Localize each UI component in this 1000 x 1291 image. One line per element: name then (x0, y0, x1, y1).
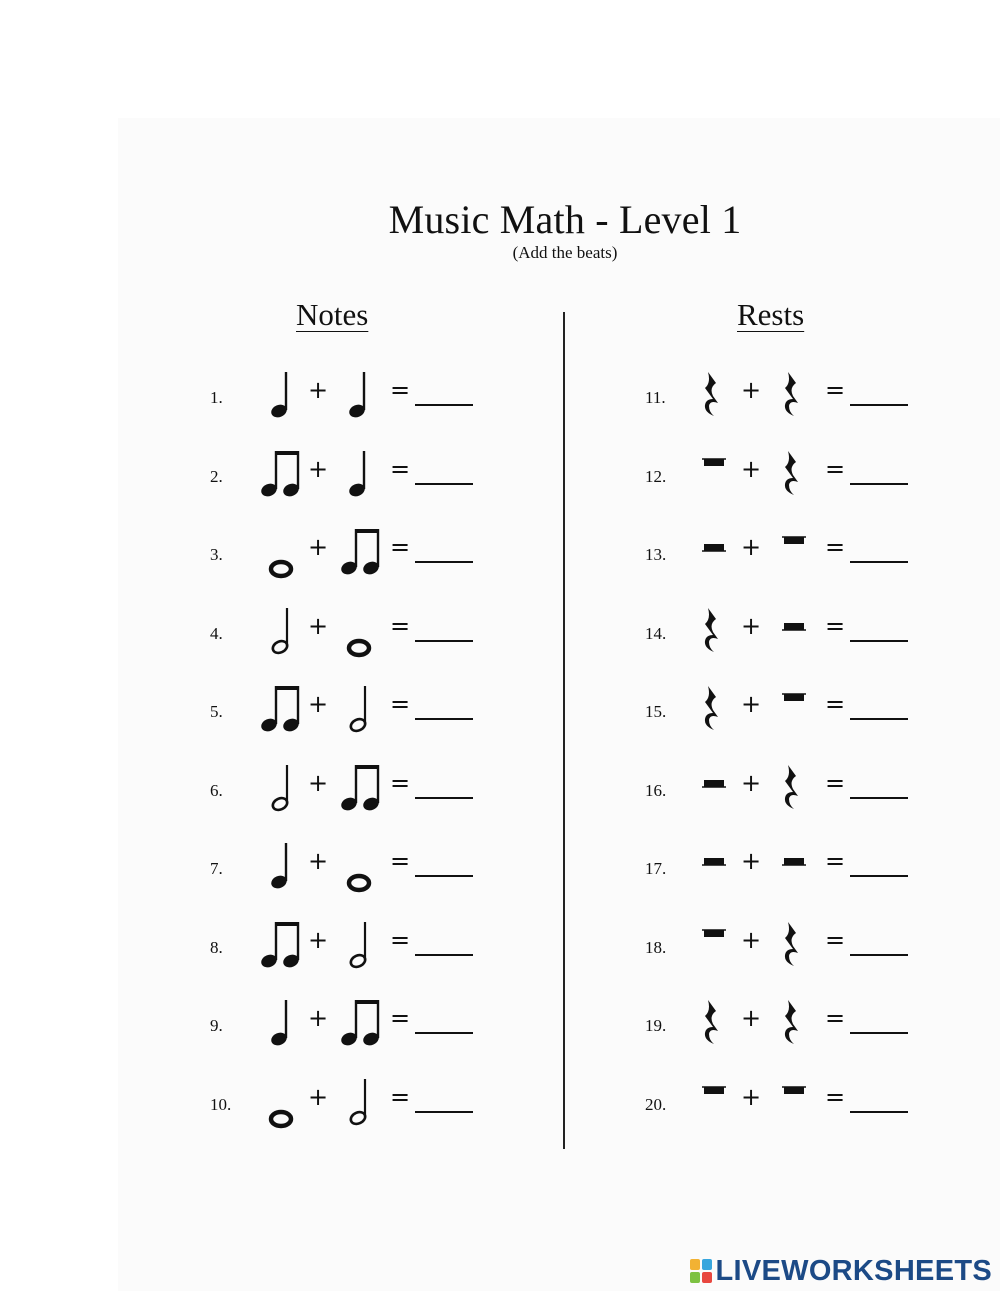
quarter-rest-icon (779, 366, 805, 431)
half-rest-icon (699, 523, 729, 588)
plus-sign: + (741, 611, 762, 640)
plus-sign: + (741, 1004, 762, 1032)
problem-row (210, 994, 510, 1054)
problem-row (210, 445, 510, 505)
equals-sign: = (825, 611, 846, 640)
answer-blank[interactable] (850, 797, 908, 799)
problem-row (210, 916, 510, 976)
answer-blank[interactable] (850, 561, 908, 563)
answer-blank[interactable] (850, 954, 908, 956)
problem-row (645, 759, 945, 819)
problem-number: 1. (210, 388, 223, 407)
answer-blank[interactable] (415, 797, 473, 799)
problem-number: 18. (645, 937, 667, 957)
whole-rest-icon (699, 445, 729, 510)
eighth-pair-icon (256, 680, 306, 745)
whole-rest-icon (779, 1073, 809, 1138)
equals-sign: = (390, 847, 411, 875)
eighth-pair-icon (336, 994, 386, 1059)
brand-name: LIVEWORKSHEETS (715, 1254, 992, 1287)
quarter-rest-icon (779, 916, 805, 981)
quarter-rest-icon (699, 680, 725, 745)
equals-sign: = (825, 690, 846, 718)
answer-blank[interactable] (415, 483, 473, 485)
answer-blank[interactable] (850, 404, 908, 406)
whole-icon (344, 837, 374, 902)
quarter-icon (266, 366, 296, 431)
half-icon (266, 759, 296, 824)
half-icon (344, 916, 374, 981)
problem-number: 14. (645, 623, 667, 643)
equals-sign: = (825, 1004, 846, 1032)
plus-sign: + (308, 611, 329, 640)
page-title: Music Math - Level 1 (388, 197, 742, 242)
equals-sign: = (825, 1082, 846, 1111)
answer-blank[interactable] (850, 718, 908, 720)
problem-row (645, 523, 945, 583)
eighth-pair-icon (336, 759, 386, 824)
equals-sign: = (390, 925, 411, 954)
problem-number: 19. (645, 1016, 667, 1035)
equals-sign: = (390, 454, 411, 483)
plus-sign: + (741, 533, 762, 561)
answer-blank[interactable] (850, 1111, 908, 1113)
quarter-rest-icon (699, 994, 725, 1059)
answer-blank[interactable] (415, 954, 473, 956)
answer-blank[interactable] (850, 875, 908, 877)
problem-number: 10. (210, 1094, 232, 1114)
plus-sign: + (741, 925, 762, 954)
problem-row (645, 994, 945, 1054)
problem-number: 9. (210, 1016, 223, 1035)
answer-blank[interactable] (415, 404, 473, 406)
problem-number: 8. (210, 937, 223, 957)
answer-blank[interactable] (850, 1032, 908, 1034)
plus-sign: + (308, 1004, 329, 1032)
equals-sign: = (825, 533, 846, 561)
plus-sign: + (308, 454, 329, 483)
problem-number: 15. (645, 702, 667, 721)
half-rest-icon (699, 759, 729, 824)
whole-icon (344, 602, 374, 667)
problem-row (210, 759, 510, 819)
problem-row (645, 366, 945, 426)
equals-sign: = (390, 533, 411, 561)
eighth-pair-icon (256, 916, 306, 981)
half-rest-icon (779, 602, 809, 667)
problem-number: 6. (210, 780, 223, 800)
problem-number: 13. (645, 545, 667, 564)
equals-sign: = (390, 1004, 411, 1032)
problem-row (645, 680, 945, 740)
plus-sign: + (308, 1082, 329, 1111)
plus-sign: + (741, 376, 762, 404)
notes-heading: Notes (296, 297, 369, 332)
equals-sign: = (825, 376, 846, 404)
column-divider (563, 312, 565, 1149)
whole-rest-icon (699, 1073, 729, 1138)
answer-blank[interactable] (415, 561, 473, 563)
problem-number: 16. (645, 780, 667, 800)
problem-number: 2. (210, 466, 223, 486)
equals-sign: = (825, 454, 846, 483)
whole-icon (266, 1073, 296, 1138)
whole-rest-icon (779, 523, 809, 588)
equals-sign: = (390, 768, 411, 797)
problem-row (645, 445, 945, 505)
quarter-icon (266, 837, 296, 902)
problem-number: 11. (645, 388, 666, 407)
problem-row (645, 1073, 945, 1133)
plus-sign: + (308, 768, 329, 797)
problem-number: 5. (210, 702, 223, 721)
rests-heading: Rests (737, 297, 805, 332)
problem-row (210, 366, 510, 426)
problem-row (645, 916, 945, 976)
plus-sign: + (741, 690, 762, 718)
plus-sign: + (741, 768, 762, 797)
eighth-pair-icon (336, 523, 386, 588)
half-rest-icon (699, 837, 729, 902)
equals-sign: = (390, 690, 411, 718)
problem-number: 12. (645, 466, 667, 486)
equals-sign: = (390, 611, 411, 640)
problem-row (645, 837, 945, 897)
problem-number: 20. (645, 1094, 667, 1114)
equals-sign: = (390, 376, 411, 404)
half-rest-icon (779, 837, 809, 902)
plus-sign: + (308, 847, 329, 875)
answer-blank[interactable] (415, 875, 473, 877)
answer-blank[interactable] (415, 1111, 473, 1113)
problem-row (210, 837, 510, 897)
answer-blank[interactable] (850, 640, 908, 642)
whole-icon (266, 523, 296, 588)
half-icon (266, 602, 296, 667)
problem-row (210, 602, 510, 662)
plus-sign: + (308, 925, 329, 954)
whole-rest-icon (699, 916, 729, 981)
quarter-rest-icon (699, 366, 725, 431)
problem-number: 4. (210, 623, 223, 643)
answer-blank[interactable] (850, 483, 908, 485)
quarter-icon (344, 445, 374, 510)
quarter-icon (344, 366, 374, 431)
quarter-rest-icon (699, 602, 725, 667)
quarter-rest-icon (779, 994, 805, 1059)
plus-sign: + (308, 376, 329, 404)
problem-row (210, 1073, 510, 1133)
problem-number: 17. (645, 859, 667, 878)
half-icon (344, 680, 374, 745)
logo-blocks-icon (690, 1259, 712, 1283)
answer-blank[interactable] (415, 640, 473, 642)
quarter-icon (266, 994, 296, 1059)
page-subtitle: (Add the beats) (512, 243, 618, 262)
problem-number: 7. (210, 859, 223, 878)
half-icon (344, 1073, 374, 1138)
problem-number: 3. (210, 545, 223, 564)
equals-sign: = (825, 925, 846, 954)
quarter-rest-icon (779, 445, 805, 510)
problem-row (645, 602, 945, 662)
answer-blank[interactable] (415, 718, 473, 720)
equals-sign: = (825, 847, 846, 875)
problem-row (210, 680, 510, 740)
eighth-pair-icon (256, 445, 306, 510)
plus-sign: + (308, 690, 329, 718)
quarter-rest-icon (779, 759, 805, 824)
equals-sign: = (825, 768, 846, 797)
plus-sign: + (741, 847, 762, 875)
liveworksheets-logo (690, 1256, 993, 1286)
equals-sign: = (390, 1082, 411, 1111)
whole-rest-icon (779, 680, 809, 745)
answer-blank[interactable] (415, 1032, 473, 1034)
plus-sign: + (741, 454, 762, 483)
plus-sign: + (308, 533, 329, 561)
plus-sign: + (741, 1082, 762, 1111)
problem-row (210, 523, 510, 583)
